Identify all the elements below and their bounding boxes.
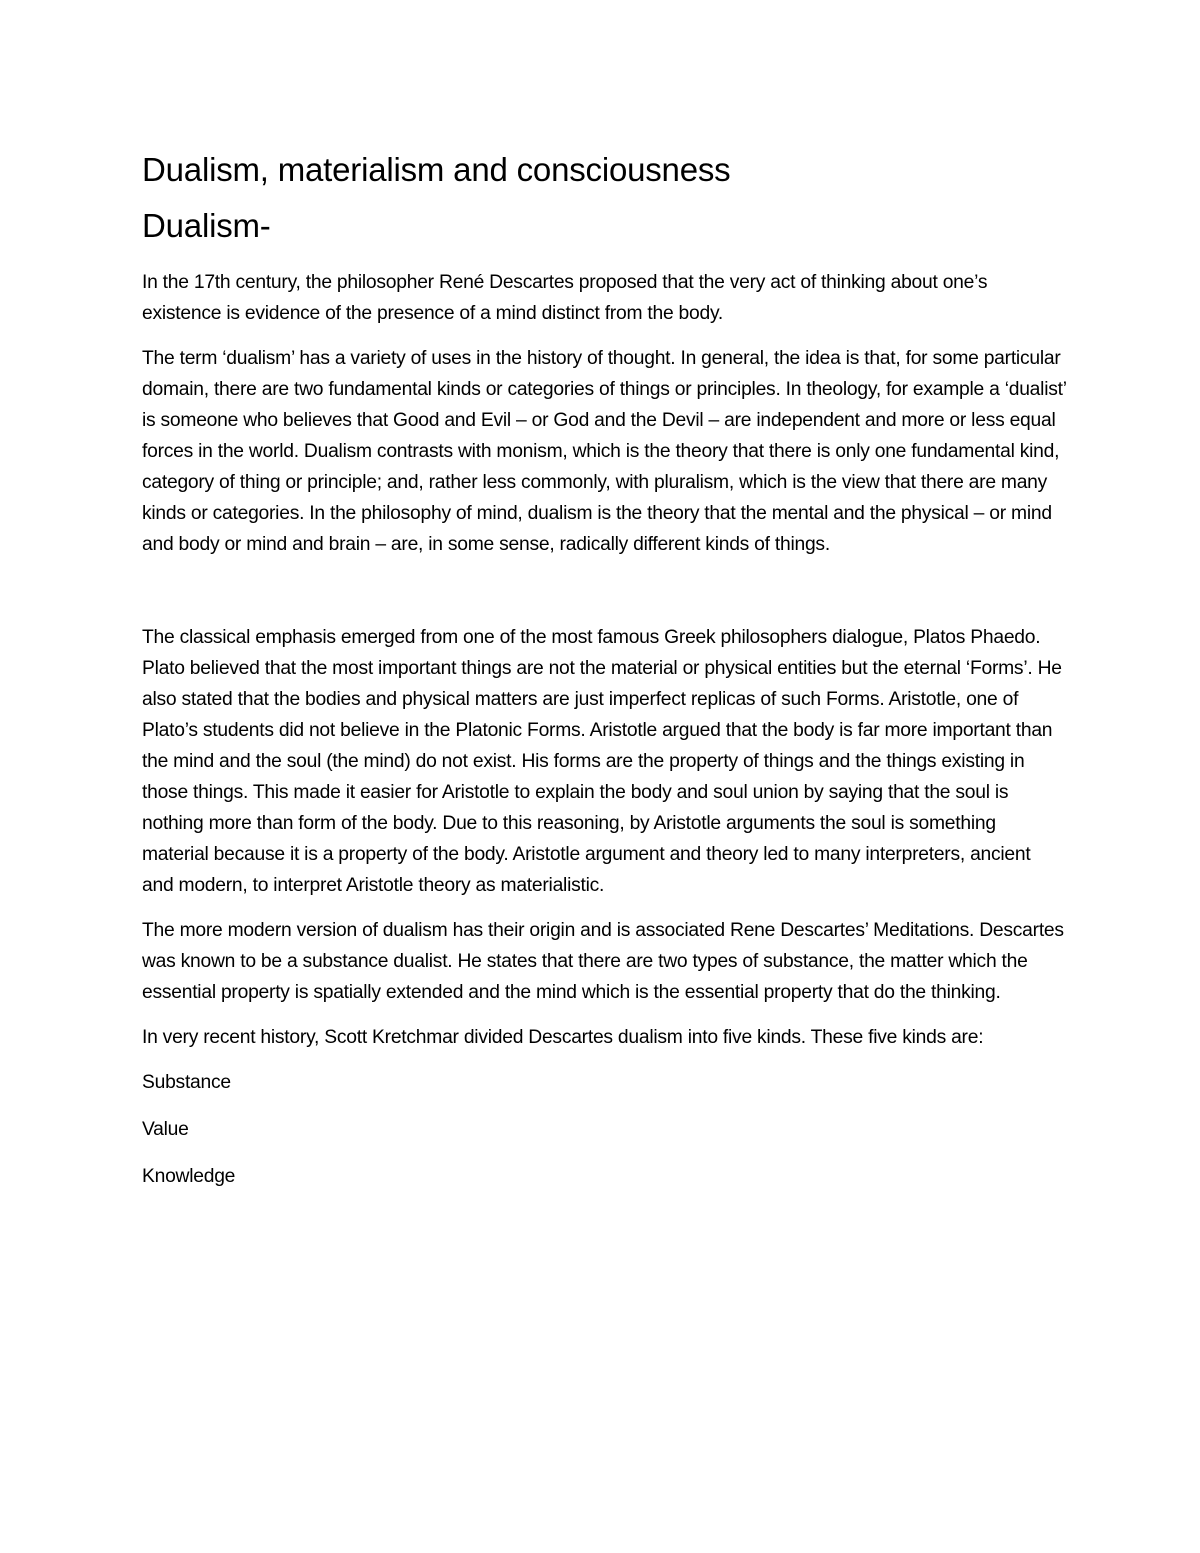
blank-line <box>142 574 1067 622</box>
paragraph-descartes-intro: In the 17th century, the philosopher René Descartes proposed that the very act of thinking about one’s existence is evidence of the presence of a mind distinct from the body. <box>142 272 988 324</box>
paragraph-term-dualism: The term ‘dualism’ has a variety of uses in the history of thought. In general, the idea is that, for some particular domain, there are two fundamental kinds or categories of things or principles. In theology, for example a ‘dualist’ is someone who believes that Good and Evil – or God and the Devil – are independent and more or less equal forces in the world. Dualism contrasts with monism, which is the theory that there is only one fundamental kind, category of thing or principle; and, rather less commonly, with pluralism, which is the view that there are many kinds or categories. In the philosophy of mind, dualism is the theory that the mental and the physical – or mind and body or mind and brain – are, in some sense, radically different kinds of things. <box>142 348 1067 555</box>
document-title: Dualism, materialism and consciousness <box>142 151 731 188</box>
paragraph-modern-version: The more modern version of dualism has their origin and is associated Rene Descartes’ Meditations. Descartes was known to be a substance dualist. He states that there are two types of substance, the matter which the essential property is spatially extended and the mind which is the essential property that do the thinking. <box>142 920 1064 1003</box>
list-item: Value <box>142 1119 189 1140</box>
document-body <box>142 150 1067 1208</box>
list-item: Substance <box>142 1072 231 1093</box>
paragraph-classical-emphasis: The classical emphasis emerged from one of the most famous Greek philosophers dialogue, Platos Phaedo. Plato believed that the most important things are not the material or physical entities but the eternal ‘Forms’. He also stated that the bodies and physical matters are just imperfect replicas of such Forms. Aristotle, one of Plato’s students did not believe in the Platonic Forms. Aristotle argued that the body is far more important than the mind and the soul (the mind) do not exist. His forms are the property of things and the things existing in those things. This made it easier for Aristotle to explain the body and soul union by saying that the soul is nothing more than form of the body. Due to this reasoning, by Aristotle arguments the soul is something material because it is a property of the body. Aristotle argument and theory led to many interpreters, ancient and modern, to interpret Aristotle theory as materialistic. <box>142 627 1062 896</box>
paragraph-kretchmar: In very recent history, Scott Kretchmar divided Descartes dualism into five kinds. These five kinds are: <box>142 1027 984 1048</box>
list-item: Knowledge <box>142 1166 236 1187</box>
section-heading: Dualism- <box>142 207 271 244</box>
